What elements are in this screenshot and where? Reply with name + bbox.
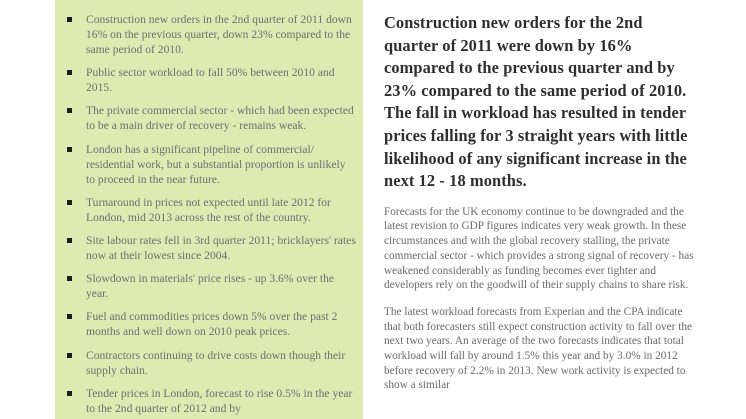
key-point-text: Fuel and commodities prices down 5% over the past 2 months and well down on 2010 peak prices.: [86, 310, 338, 339]
key-point-item: [55, 309, 363, 339]
article-paragraph-2: The latest workload forecasts from Experian and the CPA indicate that both forecasters still expect construction activity to fall over the next two years. An average of the two forecasts indicates that total workload will fall by around 1.5% this year and by 3.0% in 2012 before recovery of 2.2% in 2013. New work activity is expected to show a similar: [384, 305, 693, 392]
square-bullet-icon: [67, 17, 72, 22]
key-point-text: Slowdown in materials' price rises - up 3.6% over the year.: [86, 272, 335, 301]
key-point-text: London has a significant pipeline of commercial/ residential work, but a substantial proportion is unlikely to proceed in the near future.: [86, 142, 346, 186]
key-point-text: Site labour rates fell in 3rd quarter 2011; bricklayers' rates now at their lowest since 2004.: [86, 233, 356, 262]
square-bullet-icon: [67, 314, 72, 319]
key-points-list: [55, 0, 363, 416]
key-point-text: The private commercial sector - which had been expected to be a main driver of recovery - remains weak.: [86, 104, 354, 133]
key-point-text: Contractors continuing to drive costs down though their supply chain.: [86, 348, 346, 377]
key-point-item: [55, 195, 363, 225]
key-point-item: [55, 142, 363, 187]
square-bullet-icon: [67, 70, 72, 75]
square-bullet-icon: [67, 200, 72, 205]
square-bullet-icon: [67, 353, 72, 358]
key-point-item: [55, 12, 363, 57]
key-points-sidebar: [55, 0, 363, 419]
square-bullet-icon: [67, 391, 72, 396]
main-article: [384, 12, 694, 393]
key-point-text: Construction new orders in the 2nd quarter of 2011 down 16% on the previous quarter, down 23% compared to the same period of 2010.: [86, 13, 352, 56]
key-point-item: [55, 386, 363, 416]
key-point-item: [55, 271, 363, 301]
square-bullet-icon: [67, 108, 72, 113]
key-point-item: [55, 233, 363, 263]
article-headline: Construction new orders for the 2nd quarter of 2011 were down by 16% compared to the previous quarter and by 23% compared to the same period of 2010. The fall in workload has resulted in tender prices falling for 3 straight years with little likelihood of any significant increase in the next 12 - 18 months.: [384, 13, 688, 191]
key-point-text: Tender prices in London, forecast to rise 0.5% in the year to the 2nd quarter of 2012 and by: [86, 386, 353, 415]
key-point-text: Public sector workload to fall 50% between 2010 and 2015.: [86, 66, 335, 95]
square-bullet-icon: [67, 276, 72, 281]
key-point-item: [55, 348, 363, 378]
key-point-text: Turnaround in prices not expected until late 2012 for London, mid 2013 across the rest of the country.: [86, 195, 331, 224]
square-bullet-icon: [67, 238, 72, 243]
key-point-item: [55, 103, 363, 133]
article-paragraph-1: Forecasts for the UK economy continue to be downgraded and the latest revision to GDP figures indicates very weak growth. In these circumstances and with the global recovery stalling, the private commercial sector - which provides a strong signal of recovery - has weakened considerably as funding becomes ever tighter and developers rely on the goodwill of their supply chains to share risk.: [384, 205, 694, 292]
key-point-item: [55, 65, 363, 95]
square-bullet-icon: [67, 147, 72, 152]
